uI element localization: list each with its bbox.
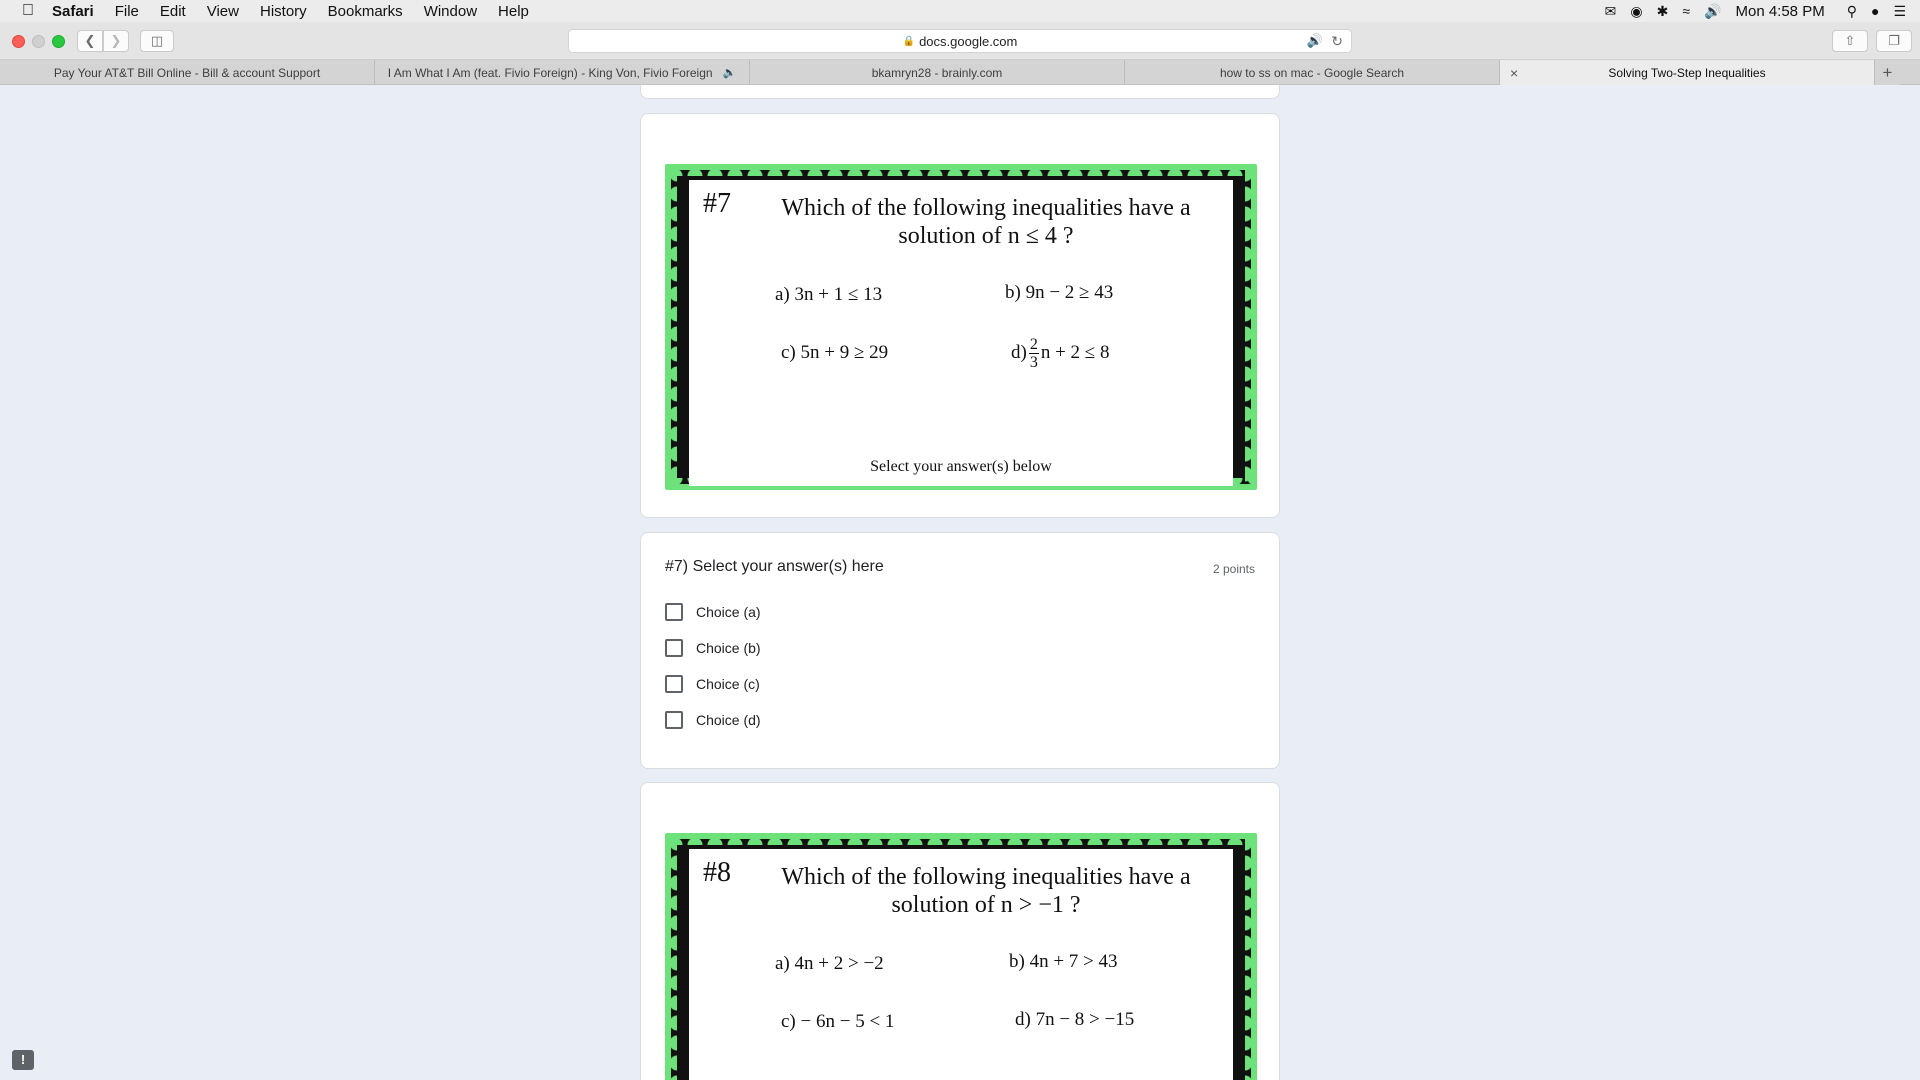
border-scallop-right bbox=[1245, 164, 1257, 490]
worksheet-number: #8 bbox=[703, 857, 731, 888]
border-scallop-left bbox=[665, 833, 677, 1080]
border-scallop-top bbox=[665, 833, 1257, 845]
tab-att-bill[interactable] bbox=[0, 60, 375, 85]
choice-a-checkbox[interactable] bbox=[665, 602, 761, 622]
choice-label: Choice (a) bbox=[696, 604, 761, 620]
fraction-denominator: 3 bbox=[1029, 354, 1038, 371]
menu-file[interactable]: File bbox=[114, 2, 139, 20]
forward-button[interactable] bbox=[103, 30, 129, 52]
checkbox-unchecked-icon[interactable] bbox=[665, 711, 683, 729]
worksheet-title-line1: Which of the following inequalities have a bbox=[781, 195, 1191, 221]
border-scallop-right bbox=[1245, 833, 1257, 1080]
worksheet-inner bbox=[689, 849, 1233, 1080]
option-b: b) 9n − 2 ≥ 43 bbox=[1005, 282, 1114, 303]
tab-solving-inequalities[interactable] bbox=[1500, 60, 1875, 85]
tab-close-icon[interactable]: × bbox=[1510, 64, 1519, 81]
option-a: a) 4n + 2 > −2 bbox=[775, 953, 884, 974]
worksheet-number: #7 bbox=[703, 188, 731, 219]
choice-label: Choice (d) bbox=[696, 712, 761, 728]
worksheet-title bbox=[759, 194, 1213, 250]
tab-google-search[interactable] bbox=[1125, 60, 1500, 85]
macos-menu-bar bbox=[0, 0, 1920, 22]
menu-bookmarks[interactable]: Bookmarks bbox=[327, 2, 403, 20]
choice-label: Choice (b) bbox=[696, 640, 761, 656]
border-scallop-left bbox=[665, 164, 677, 490]
extension-icon[interactable]: ◉ bbox=[1630, 2, 1643, 19]
choice-c-checkbox[interactable] bbox=[665, 674, 760, 694]
lock-icon: 🔒 bbox=[902, 35, 916, 47]
tab-label: Solving Two-Step Inequalities bbox=[1608, 65, 1766, 80]
option-d-suffix: n + 2 ≤ 8 bbox=[1040, 341, 1110, 363]
wifi-icon[interactable]: ≈ bbox=[1682, 3, 1691, 19]
option-c: c) − 6n − 5 < 1 bbox=[781, 1011, 895, 1032]
tab-bar bbox=[0, 60, 1920, 85]
worksheet-title bbox=[759, 863, 1213, 919]
worksheet-inner bbox=[689, 180, 1233, 486]
option-d bbox=[1011, 336, 1109, 371]
audio-playing-icon[interactable]: 🔊 bbox=[1306, 33, 1323, 48]
form-page[interactable] bbox=[0, 85, 1920, 1080]
address-text: docs.google.com bbox=[919, 33, 1018, 49]
back-button[interactable] bbox=[77, 30, 103, 52]
tab-label: how to ss on mac - Google Search bbox=[1219, 65, 1405, 80]
question-7-answer-card bbox=[640, 532, 1280, 769]
worksheet-title-line1: Which of the following inequalities have a bbox=[781, 864, 1191, 890]
address-bar[interactable] bbox=[568, 29, 1352, 53]
chevron-left-icon: ❮ bbox=[84, 33, 96, 48]
fraction bbox=[1029, 336, 1039, 371]
chevron-right-icon: ❯ bbox=[110, 33, 122, 48]
choice-d-checkbox[interactable] bbox=[665, 710, 761, 730]
menu-clock[interactable]: Mon 4:58 PM bbox=[1735, 2, 1825, 20]
option-c: c) 5n + 9 ≥ 29 bbox=[781, 342, 889, 363]
worksheet-image-8 bbox=[665, 833, 1257, 1080]
gmail-icon[interactable]: ✉ bbox=[1604, 2, 1617, 19]
question-8-image-card bbox=[640, 782, 1280, 1080]
menu-help[interactable]: Help bbox=[498, 2, 529, 20]
tab-label: I Am What I Am (feat. Fivio Foreign) - King Von, Fivio Foreign bbox=[387, 65, 713, 80]
checkbox-unchecked-icon[interactable] bbox=[665, 603, 683, 621]
menu-history[interactable]: History bbox=[259, 2, 307, 20]
previous-question-card bbox=[640, 85, 1280, 99]
share-button[interactable] bbox=[1832, 30, 1868, 52]
reload-icon[interactable]: ↻ bbox=[1331, 32, 1343, 49]
option-a: a) 3n + 1 ≤ 13 bbox=[775, 284, 883, 305]
sidebar-toggle-button[interactable] bbox=[140, 30, 174, 52]
bluetooth-icon[interactable]: ✱ bbox=[1656, 2, 1669, 19]
sidebar-icon: ◫ bbox=[150, 33, 164, 48]
worksheet-image-7 bbox=[665, 164, 1257, 490]
question-title: #7) Select your answer(s) here bbox=[665, 558, 884, 575]
new-tab-button[interactable] bbox=[1875, 60, 1900, 85]
apple-logo-icon[interactable] bbox=[18, 2, 38, 20]
option-d-prefix: d) bbox=[1011, 341, 1027, 363]
report-problem-icon[interactable]: ! bbox=[12, 1050, 34, 1070]
browser-toolbar bbox=[0, 22, 1920, 60]
option-d: d) 7n − 8 > −15 bbox=[1015, 1009, 1135, 1030]
siri-icon[interactable]: ● bbox=[1870, 3, 1880, 19]
choice-b-checkbox[interactable] bbox=[665, 638, 761, 658]
worksheet-title-line2: solution of n ≤ 4 ? bbox=[898, 223, 1074, 249]
checkbox-unchecked-icon[interactable] bbox=[665, 675, 683, 693]
volume-icon[interactable]: 🔊 bbox=[1704, 2, 1722, 19]
window-minimize-button[interactable] bbox=[32, 35, 45, 48]
window-close-button[interactable] bbox=[12, 35, 25, 48]
border-scallop-top bbox=[665, 164, 1257, 176]
menu-view[interactable]: View bbox=[206, 2, 239, 20]
tab-overview-icon: ❐ bbox=[1888, 33, 1900, 48]
question-points: 2 points bbox=[1212, 562, 1255, 576]
option-b: b) 4n + 7 > 43 bbox=[1009, 951, 1118, 972]
tab-overview-button[interactable] bbox=[1876, 30, 1912, 52]
window-zoom-button[interactable] bbox=[52, 35, 65, 48]
tab-label: Pay Your AT&T Bill Online - Bill & account Support bbox=[53, 65, 321, 80]
menu-status-area bbox=[1605, 0, 1920, 22]
worksheet-footer: Select your answer(s) below bbox=[870, 458, 1052, 475]
menu-edit[interactable]: Edit bbox=[159, 2, 186, 20]
tab-audio-icon[interactable]: 🔈 bbox=[722, 67, 737, 79]
notification-center-icon[interactable]: ☰ bbox=[1893, 2, 1906, 19]
share-icon: ⇧ bbox=[1844, 33, 1856, 48]
worksheet-title-line2: solution of n > −1 ? bbox=[891, 892, 1081, 918]
spotlight-search-icon[interactable]: ⚲ bbox=[1846, 2, 1857, 19]
fraction-numerator: 2 bbox=[1029, 336, 1038, 353]
tab-brainly[interactable] bbox=[750, 60, 1125, 85]
question-7-image-card bbox=[640, 113, 1280, 518]
choice-label: Choice (c) bbox=[696, 676, 760, 692]
checkbox-unchecked-icon[interactable] bbox=[665, 639, 683, 657]
tab-music-video[interactable] bbox=[375, 60, 750, 85]
menu-app-name[interactable]: Safari bbox=[52, 2, 94, 20]
plus-icon: + bbox=[1882, 62, 1893, 82]
menu-window[interactable]: Window bbox=[423, 2, 478, 20]
tab-label: bkamryn28 - brainly.com bbox=[871, 65, 1003, 80]
